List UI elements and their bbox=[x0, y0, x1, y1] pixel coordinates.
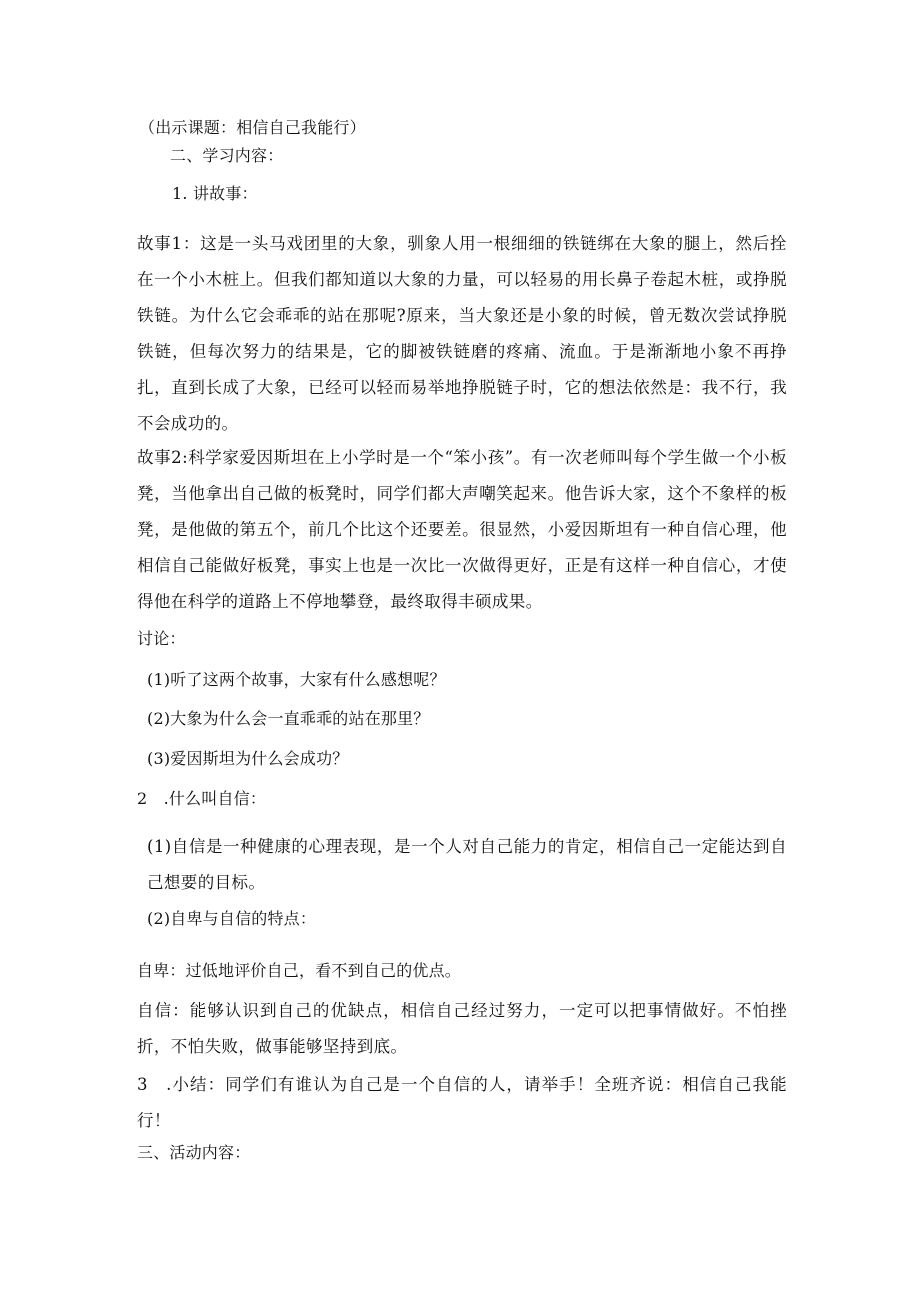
confidence-paragraph: 自信：能够认识到自己的优缺点，相信自己经过努力，一定可以把事情做好。不怕挫折，不怕失败，做事能够坚持到底。 bbox=[137, 1001, 787, 1056]
story-1-paragraph: 故事1：这是一头马戏团里的大象，驯象人用一根细细的铁链绑在大象的腿上，然后拴在一个小木桩上。但我们都知道以大象的力量，可以轻易的用长鼻子卷起木桩，或挣脱铁链。为什么它会乖乖的站在那呢?原来，当大象还是小象的时候，曾无数次尝试挣脱铁链，但每次努力的结果是，它的脚被铁链磨的疼痛、流血。于是渐渐地小象不再挣扎，直到长成了大象，已经可以轻而易举地挣脱链子时，它的想法依然是：我不行，我不会成功的。 bbox=[137, 234, 787, 433]
discussion-label: 讨论： bbox=[137, 629, 186, 648]
story-2-paragraph: 故事2:科学家爱因斯坦在上小学时是一个“笨小孩”。有一次老师叫每个学生做一个小板凳，当他拿出自己做的板凳时，同学们都大声嘲笑起来。他告诉大家，这个不象样的板凳，是他做的第五个，前几个比这个还要差。很显然，小爱因斯坦有一种自信心理，他相信自己能做好板凳，事实上也是一次比一次做得更好，正是有这样一种自信心，才使得他在科学的道路上不停地攀登，最终取得丰硕成果。 bbox=[137, 448, 787, 611]
discussion-question: (2)大象为什么会一直乖乖的站在那里？ bbox=[147, 709, 430, 728]
subsection-2-heading: 2 .什么叫自信： bbox=[137, 789, 267, 808]
subsection-1-heading: 1. 讲故事： bbox=[172, 184, 258, 203]
inferiority-description: 自卑：过低地评价自己，看不到自己的优点。 bbox=[137, 961, 462, 980]
topic-note: （出示课题：相信自己我能行） bbox=[139, 118, 366, 137]
summary-paragraph: 3 .小结：同学们有谁认为自己是一个自信的人，请举手！全班齐说：相信自己我能行！ bbox=[137, 1075, 787, 1130]
section-3-heading: 三、活动内容： bbox=[137, 1143, 251, 1162]
section-2-heading: 二、学习内容： bbox=[170, 146, 284, 165]
traits-heading: (2)自卑与自信的特点： bbox=[147, 909, 317, 928]
discussion-question: (3)爱因斯坦为什么会成功？ bbox=[147, 749, 349, 768]
definition-paragraph: (1)自信是一种健康的心理表现，是一个人对自己能力的肯定，相信自己一定能达到自己想要的目标。 bbox=[147, 837, 787, 892]
discussion-question: (1)听了这两个故事，大家有什么感想呢？ bbox=[147, 670, 446, 689]
